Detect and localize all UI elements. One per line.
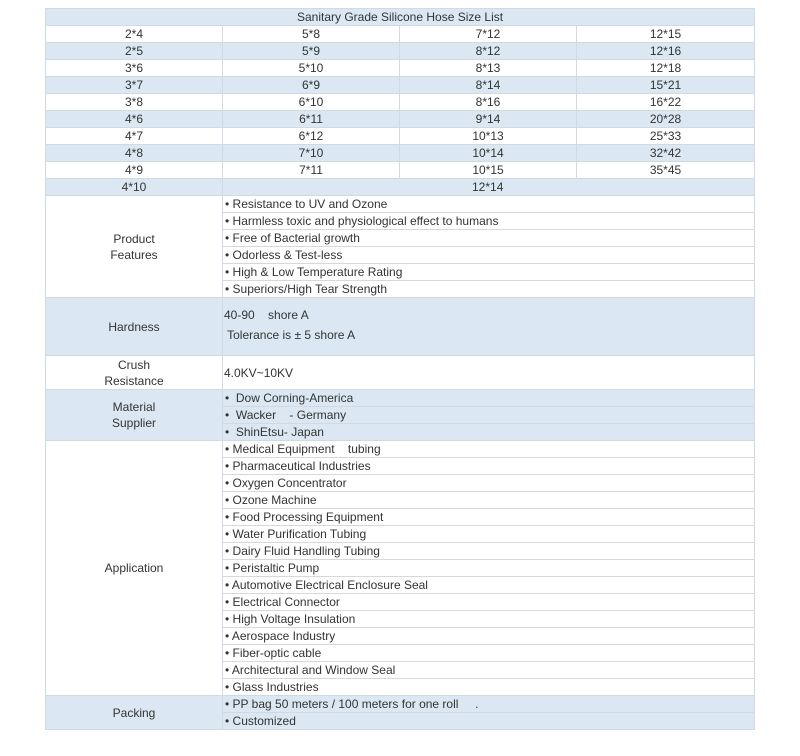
application-item: • Aerospace Industry bbox=[223, 628, 754, 645]
application-value bbox=[223, 441, 755, 696]
size-cell: 3*8 bbox=[46, 94, 223, 111]
size-cell: 12*14 bbox=[223, 179, 755, 196]
size-row bbox=[46, 77, 755, 94]
features-label: Product Features bbox=[46, 196, 223, 298]
packing-item: • Customized bbox=[225, 714, 296, 728]
packing-item: • PP bag 50 meters / 100 meters for one roll . bbox=[223, 696, 754, 713]
size-cell: 25*33 bbox=[577, 128, 755, 145]
size-row bbox=[46, 60, 755, 77]
application-item: • Food Processing Equipment bbox=[223, 509, 754, 526]
size-cell: 10*14 bbox=[400, 145, 577, 162]
size-cell: 4*7 bbox=[46, 128, 223, 145]
size-cell: 32*42 bbox=[577, 145, 755, 162]
features-value bbox=[223, 196, 755, 298]
size-cell: 6*9 bbox=[223, 77, 400, 94]
size-row bbox=[46, 111, 755, 128]
hardness-tolerance: Tolerance is ± 5 shore A bbox=[224, 328, 356, 342]
material-supplier-item: • Dow Corning-America bbox=[223, 390, 754, 407]
material-value bbox=[223, 390, 755, 441]
application-item: • Fiber-optic cable bbox=[223, 645, 754, 662]
size-cell: 6*11 bbox=[223, 111, 400, 128]
material-row bbox=[46, 390, 755, 441]
size-row bbox=[46, 43, 755, 60]
application-item: • Automotive Electrical Enclosure Seal bbox=[223, 577, 754, 594]
size-cell: 5*8 bbox=[223, 26, 400, 43]
size-cell: 5*9 bbox=[223, 43, 400, 60]
hardness-range: 40-90 shore A bbox=[224, 308, 309, 322]
size-cell: 3*6 bbox=[46, 60, 223, 77]
size-cell: 12*18 bbox=[577, 60, 755, 77]
size-cell: 4*8 bbox=[46, 145, 223, 162]
crush-value bbox=[223, 356, 755, 390]
size-row bbox=[46, 162, 755, 179]
size-cell: 35*45 bbox=[577, 162, 755, 179]
material-supplier-item: • Wacker - Germany bbox=[223, 407, 754, 424]
size-cell: 4*6 bbox=[46, 111, 223, 128]
features-row bbox=[46, 196, 755, 298]
application-item: • Dairy Fluid Handling Tubing bbox=[223, 543, 754, 560]
feature-item: • Odorless & Test-less bbox=[223, 247, 754, 264]
size-cell: 8*16 bbox=[400, 94, 577, 111]
table-title: Sanitary Grade Silicone Hose Size List bbox=[46, 9, 755, 26]
size-cell: 20*28 bbox=[577, 111, 755, 128]
size-row bbox=[46, 128, 755, 145]
size-cell: 5*10 bbox=[223, 60, 400, 77]
size-cell: 8*14 bbox=[400, 77, 577, 94]
size-cell: 10*15 bbox=[400, 162, 577, 179]
size-cell: 8*12 bbox=[400, 43, 577, 60]
material-supplier-item: • ShinEtsu- Japan bbox=[225, 425, 324, 439]
application-item: • Ozone Machine bbox=[223, 492, 754, 509]
packing-row bbox=[46, 696, 755, 730]
size-cell: 7*12 bbox=[400, 26, 577, 43]
application-item: • Pharmaceutical Industries bbox=[223, 458, 754, 475]
size-cell: 12*16 bbox=[577, 43, 755, 60]
feature-item: • Free of Bacterial growth bbox=[223, 230, 754, 247]
application-label: Application bbox=[46, 441, 223, 696]
size-cell: 7*11 bbox=[223, 162, 400, 179]
material-label: Material Supplier bbox=[46, 390, 223, 441]
size-cell: 15*21 bbox=[577, 77, 755, 94]
hardness-label: Hardness bbox=[46, 298, 223, 356]
size-row bbox=[46, 179, 755, 196]
size-cell: 6*12 bbox=[223, 128, 400, 145]
feature-item: • Resistance to UV and Ozone bbox=[223, 196, 754, 213]
hardness-row bbox=[46, 298, 755, 356]
size-cell: 12*15 bbox=[577, 26, 755, 43]
application-item: • Medical Equipment tubing bbox=[223, 441, 754, 458]
application-item: • Glass Industries bbox=[225, 680, 319, 694]
size-cell: 10*13 bbox=[400, 128, 577, 145]
application-item: • Oxygen Concentrator bbox=[223, 475, 754, 492]
hardness-value bbox=[223, 298, 755, 356]
size-cell: 9*14 bbox=[400, 111, 577, 128]
feature-item: • Superiors/High Tear Strength bbox=[225, 282, 388, 296]
size-row bbox=[46, 145, 755, 162]
size-cell: 7*10 bbox=[223, 145, 400, 162]
spec-sheet bbox=[45, 8, 754, 730]
application-item: • Peristaltic Pump bbox=[223, 560, 754, 577]
size-cell: 2*4 bbox=[46, 26, 223, 43]
hose-spec-table bbox=[45, 8, 755, 730]
size-cell: 4*10 bbox=[46, 179, 223, 196]
size-row bbox=[46, 94, 755, 111]
crush-row bbox=[46, 356, 755, 390]
packing-value bbox=[223, 696, 755, 730]
packing-label: Packing bbox=[46, 696, 223, 730]
crush-value-text: 4.0KV~10KV bbox=[224, 365, 294, 380]
feature-item: • High & Low Temperature Rating bbox=[223, 264, 754, 281]
application-item: • Electrical Connector bbox=[223, 594, 754, 611]
size-cell: 4*9 bbox=[46, 162, 223, 179]
application-item: • High Voltage Insulation bbox=[223, 611, 754, 628]
application-item: • Water Purification Tubing bbox=[223, 526, 754, 543]
crush-label: Crush Resistance bbox=[46, 356, 223, 390]
size-cell: 16*22 bbox=[577, 94, 755, 111]
application-item: • Architectural and Window Seal bbox=[223, 662, 754, 679]
size-cell: 2*5 bbox=[46, 43, 223, 60]
size-cell: 8*13 bbox=[400, 60, 577, 77]
size-cell: 6*10 bbox=[223, 94, 400, 111]
feature-item: • Harmless toxic and physiological effect to humans bbox=[223, 213, 754, 230]
size-cell: 3*7 bbox=[46, 77, 223, 94]
size-row bbox=[46, 26, 755, 43]
application-row bbox=[46, 441, 755, 696]
